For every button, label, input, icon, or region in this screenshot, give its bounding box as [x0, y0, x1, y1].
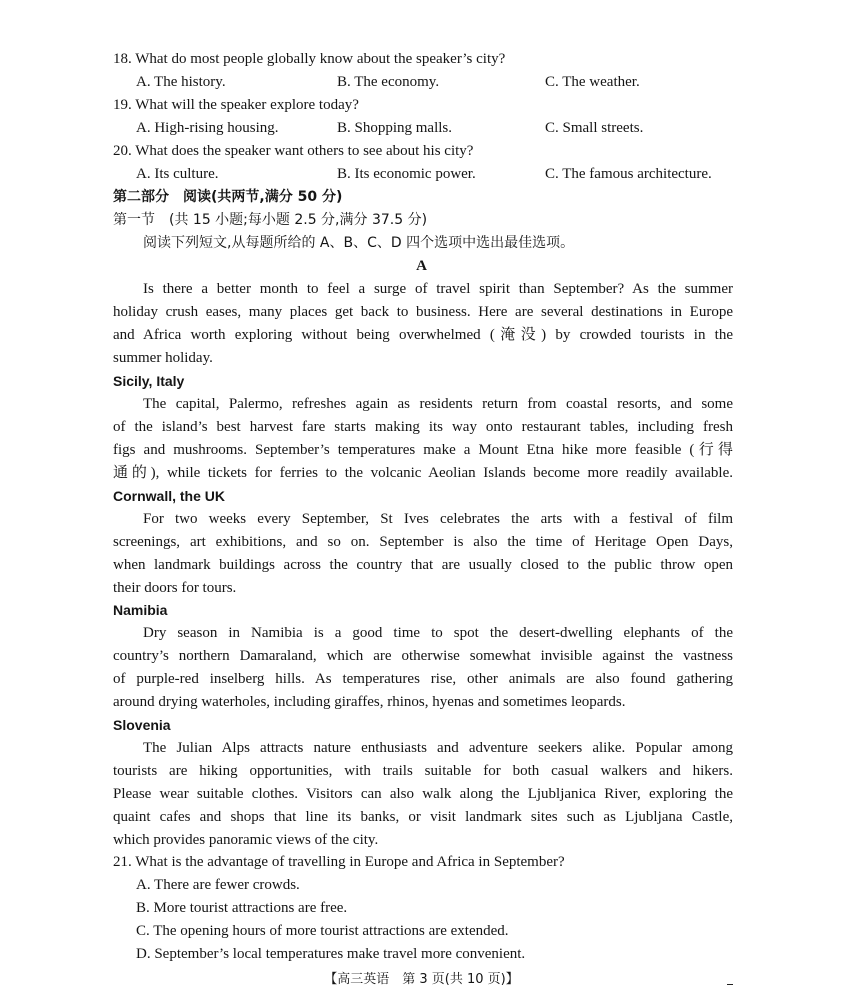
q20-option-c: C. The famous architecture.	[545, 166, 712, 182]
reading-instruction: 阅读下列短文,从每题所给的 A、B、C、D 四个选项中选出最佳选项。	[143, 235, 575, 251]
slovenia-line-1: The Julian Alps attracts nature enthusiasts and adventure seekers alike. Popular among	[143, 740, 733, 756]
slovenia-line-5: which provides panoramic views of the city.	[113, 832, 379, 848]
q19-option-c: C. Small streets.	[545, 120, 644, 136]
heading-sicily: Sicily, Italy	[113, 373, 185, 389]
namibia-line-4: around drying waterholes, including giraffes, rhinos, hyenas and sometimes leopards.	[113, 694, 626, 710]
q20-option-a: A. Its culture.	[136, 166, 219, 182]
intro-line-3: and Africa worth exploring without being overwhelmed (淹没) by crowded tourists in the	[113, 327, 733, 343]
sicily-line-1: The capital, Palermo, refreshes again as residents return from coastal resorts, and some	[143, 396, 733, 412]
intro-line-2: holiday crush eases, many places get back to business. Here are several destinations in Europe	[113, 304, 733, 320]
question-20: 20. What does the speaker want others to see about his city?	[113, 143, 474, 159]
cornwall-line-3: when landmark buildings across the country that are usually closed to the public throw open	[113, 557, 733, 573]
cornwall-line-2: screenings, art exhibitions, and so on. September is also the time of Heritage Open Days,	[113, 534, 733, 550]
q21-option-a: A. There are fewer crowds.	[136, 877, 300, 893]
q19-option-a: A. High-rising housing.	[136, 120, 279, 136]
heading-cornwall: Cornwall, the UK	[113, 488, 226, 504]
question-21: 21. What is the advantage of travelling in Europe and Africa in September?	[113, 854, 565, 870]
slovenia-line-2: tourists are hiking opportunities, with trails suitable for both casual walkers and hikers.	[113, 763, 733, 779]
q18-option-a: A. The history.	[136, 74, 226, 90]
namibia-line-3: of purple-red inselberg hills. As temperatures rise, other animals are also found gathering	[113, 671, 733, 687]
question-19: 19. What will the speaker explore today?	[113, 97, 359, 113]
q19-option-b: B. Shopping malls.	[337, 120, 453, 136]
passage-label: A	[416, 258, 427, 274]
q20-option-b: B. Its economic power.	[337, 166, 476, 182]
q18-option-c: C. The weather.	[545, 74, 640, 90]
namibia-line-2: country’s northern Damaraland, which are otherwise somewhat invisible against the vastness	[113, 648, 733, 664]
slovenia-line-3: Please wear suitable clothes. Visitors can also walk along the Ljubljanica River, exploring the	[113, 786, 733, 802]
q21-option-c: C. The opening hours of more tourist attractions are extended.	[136, 923, 509, 939]
q21-option-d: D. September’s local temperatures make travel more convenient.	[136, 946, 526, 962]
q21-option-b: B. More tourist attractions are free.	[136, 900, 348, 916]
corner-mark	[727, 984, 733, 985]
heading-namibia: Namibia	[113, 602, 168, 618]
question-18: 18. What do most people globally know about the speaker’s city?	[113, 51, 506, 67]
namibia-line-1: Dry season in Namibia is a good time to spot the desert-dwelling elephants of the	[143, 625, 733, 641]
sicily-line-2: of the island’s best harvest fare starts making its way onto restaurant tables, including fresh	[113, 419, 733, 435]
sicily-line-3: figs and mushrooms. September’s temperatures make a Mount Etna hike more feasible (行得	[113, 442, 733, 458]
page-footer: 【高三英语 第 3 页(共 10 页)】	[324, 972, 519, 987]
part-two-title: 第二部分 阅读(共两节,满分 50 分)	[113, 189, 343, 205]
cornwall-line-1: For two weeks every September, St Ives celebrates the arts with a festival of film	[143, 511, 733, 527]
intro-line-1: Is there a better month to feel a surge of travel spirit than September? As the summer	[143, 281, 733, 297]
slovenia-line-4: quaint cafes and shops that line its banks, or visit landmark sites such as Ljubljana Castle,	[113, 809, 733, 825]
q18-option-b: B. The economy.	[337, 74, 440, 90]
section-one-title: 第一节 (共 15 小题;每小题 2.5 分,满分 37.5 分)	[113, 212, 428, 228]
cornwall-line-4: their doors for tours.	[113, 580, 237, 596]
sicily-line-4: 通的), while tickets for ferries to the volcanic Aeolian Islands become more readily available.	[113, 465, 733, 481]
heading-slovenia: Slovenia	[113, 717, 171, 733]
intro-line-4: summer holiday.	[113, 350, 213, 366]
